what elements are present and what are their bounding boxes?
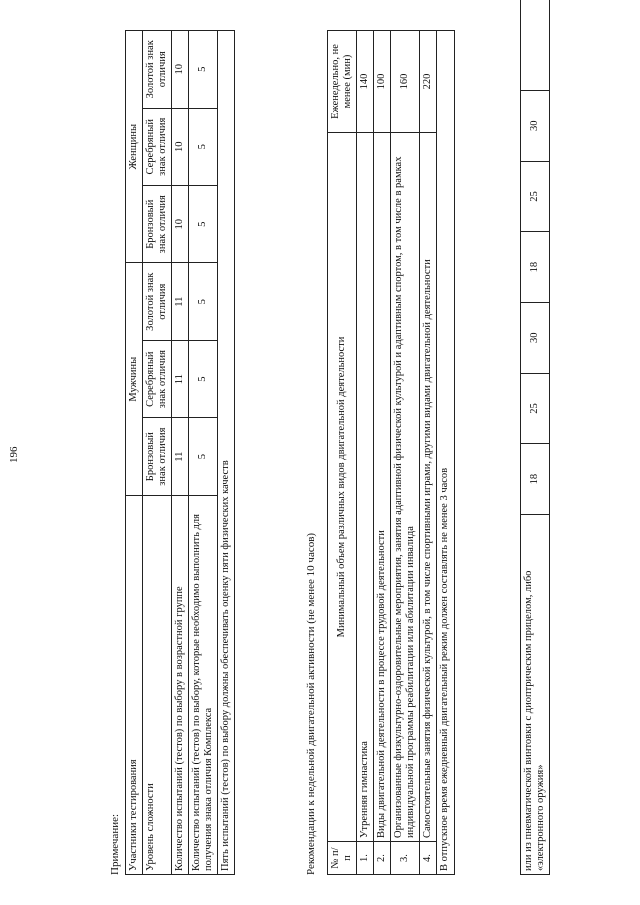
note-label: Примечание: [109,813,121,875]
level-header: Бронзовый знак отличия [143,186,172,263]
table-row [420,31,437,875]
top-table-desc: или из пневматической винтовки с диоптрическим прицелом, либо «электронного оружия» [521,514,550,874]
row-value: 100 [374,31,391,133]
men-header: Мужчины [126,263,143,495]
activity-footer: В отпускное время ежедневный двигательный режим должен составлять не менее 3 часов [437,31,454,875]
value-cell: 10 [172,31,189,109]
participants-label: Участники тестирования [126,495,143,874]
value-cell: 5 [189,186,218,263]
table-row [374,31,391,875]
standards-footer: Пять испытаний (тестов) по выбору должны обеспечивать оценку пяти физических качеств [218,31,235,875]
value-cell: 5 [189,418,218,495]
row-label: Количество испытаний (тестов) по выбору, которые необходимо выполнить для получения знака отличия Комплекса [189,495,218,874]
age-cell: 18 [521,444,550,515]
table-row [172,31,189,875]
recommendations-title: Рекомендации к недельной двигательной активности (не менее 10 часов) [305,532,317,875]
table-row [357,31,374,875]
level-header: Золотой знак отличия [143,31,172,109]
level-header: Бронзовый знак отличия [143,418,172,495]
row-label: Количество испытаний (тестов) по выбору в возрастной группе [172,495,189,874]
value-cell: 5 [189,340,218,417]
col-num-header: № п/п [328,842,357,875]
row-num: 3. [391,842,420,875]
row-num: 4. [420,842,437,875]
age-cell: 30 [521,302,550,373]
value-cell: 11 [172,263,189,340]
col-desc-header: Минимальный объем различных видов двигательной деятельности [328,133,357,842]
value-cell: 5 [189,31,218,109]
value-cell: 10 [172,186,189,263]
row-value: 160 [391,31,420,133]
age-cell: 25 [521,161,550,232]
difficulty-label: Уровень сложности [143,495,172,874]
row-desc: Утренняя гимнастика [357,133,374,842]
row-value: 140 [357,31,374,133]
row-value: 220 [420,31,437,133]
standards-table [125,30,235,875]
women-header: Женщины [126,31,143,263]
table-row [391,31,420,875]
col-weekly-header: Еженедельно, не менее (мин) [328,31,357,133]
value-cell: 11 [172,340,189,417]
level-header: Золотой знак отличия [143,263,172,340]
row-desc: Самостоятельные занятия физической культурой, в том числе спортивными играми, другими видами двигательной деятельности [420,133,437,842]
activity-table [327,30,455,875]
table-row [189,31,218,875]
age-cell: 25 [521,373,550,444]
empty-cell [521,0,550,90]
age-cell: 30 [521,90,550,161]
age-cell: 18 [521,232,550,303]
row-num: 2. [374,842,391,875]
value-cell: 5 [189,263,218,340]
value-cell: 11 [172,418,189,495]
value-cell: 10 [172,108,189,185]
level-header: Серебряный знак отличия [143,340,172,417]
value-cell: 5 [189,108,218,185]
row-num: 1. [357,842,374,875]
row-desc: Организованные физкультурно-оздоровительные мероприятия, занятия адаптивной физической культурой и адаптивным спортом, в том числе в рамках индивидуальной программы реабилитации или абилитации инвалида [391,133,420,842]
row-desc: Виды двигательной деятельности в процессе трудовой деятельности [374,133,391,842]
top-partial-table [520,0,550,875]
page-number: 196 [8,446,20,463]
level-header: Серебряный знак отличия [143,108,172,185]
